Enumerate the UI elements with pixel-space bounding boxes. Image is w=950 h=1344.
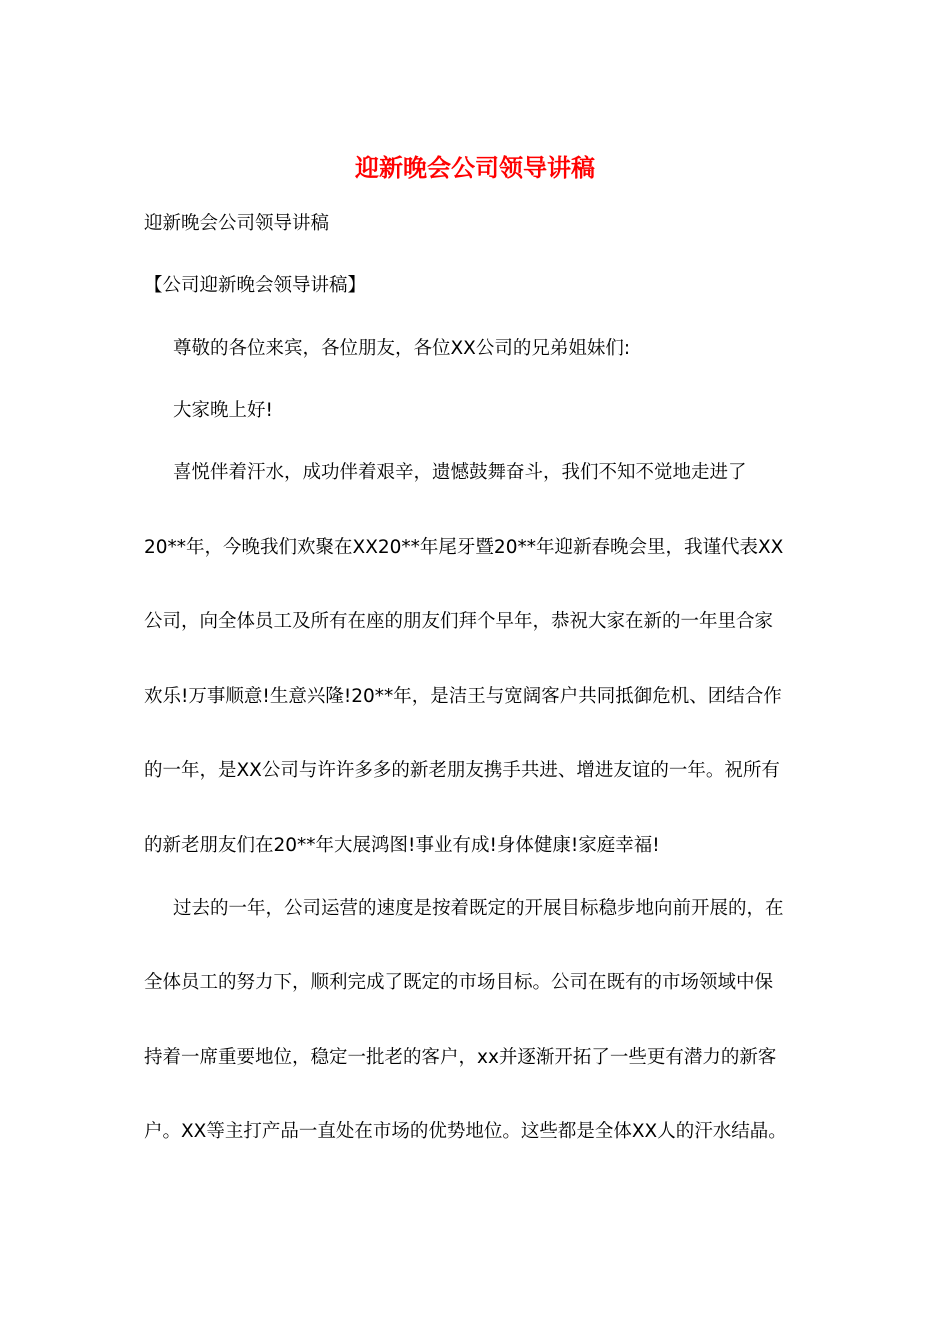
paragraph-line: 欢乐!万事顺意!生意兴隆!20**年，是洁王与宽阔客户共同抵御危机、团结合作 — [144, 686, 782, 707]
paragraph-line: 的一年，是XX公司与许许多多的新老朋友携手共进、增进友谊的一年。祝所有 — [144, 760, 780, 781]
document-title: 迎新晚会公司领导讲稿 — [355, 153, 595, 182]
paragraph-line: 全体员工的努力下，顺利完成了既定的市场目标。公司在既有的市场领域中保 — [144, 972, 774, 993]
paragraph-line: 持着一席重要地位，稳定一批老的客户，xx并逐渐开拓了一些更有潜力的新客 — [144, 1047, 777, 1068]
paragraph-line: 20**年，今晚我们欢聚在XX20**年尾牙暨20**年迎新春晚会里，我谨代表XX — [144, 537, 784, 558]
paragraph-line: 喜悦伴着汗水，成功伴着艰辛，遗憾鼓舞奋斗，我们不知不觉地走进了 — [173, 462, 747, 483]
paragraph-line: 的新老朋友们在20**年大展鸿图!事业有成!身体健康!家庭幸福! — [144, 835, 660, 856]
section-heading: 【公司迎新晚会领导讲稿】 — [144, 275, 367, 296]
greeting-line: 大家晚上好! — [173, 400, 273, 421]
paragraph-line: 公司，向全体员工及所有在座的朋友们拜个早年，恭祝大家在新的一年里合家 — [144, 611, 774, 632]
document-subtitle: 迎新晚会公司领导讲稿 — [144, 213, 330, 234]
paragraph-line: 户。XX等主打产品一直处在市场的优势地位。这些都是全体XX人的汗水结晶。 — [144, 1121, 787, 1142]
greeting-line: 尊敬的各位来宾，各位朋友，各位XX公司的兄弟姐妹们: — [173, 338, 631, 359]
paragraph-line: 过去的一年，公司运营的速度是按着既定的开展目标稳步地向前开展的，在 — [173, 898, 784, 919]
